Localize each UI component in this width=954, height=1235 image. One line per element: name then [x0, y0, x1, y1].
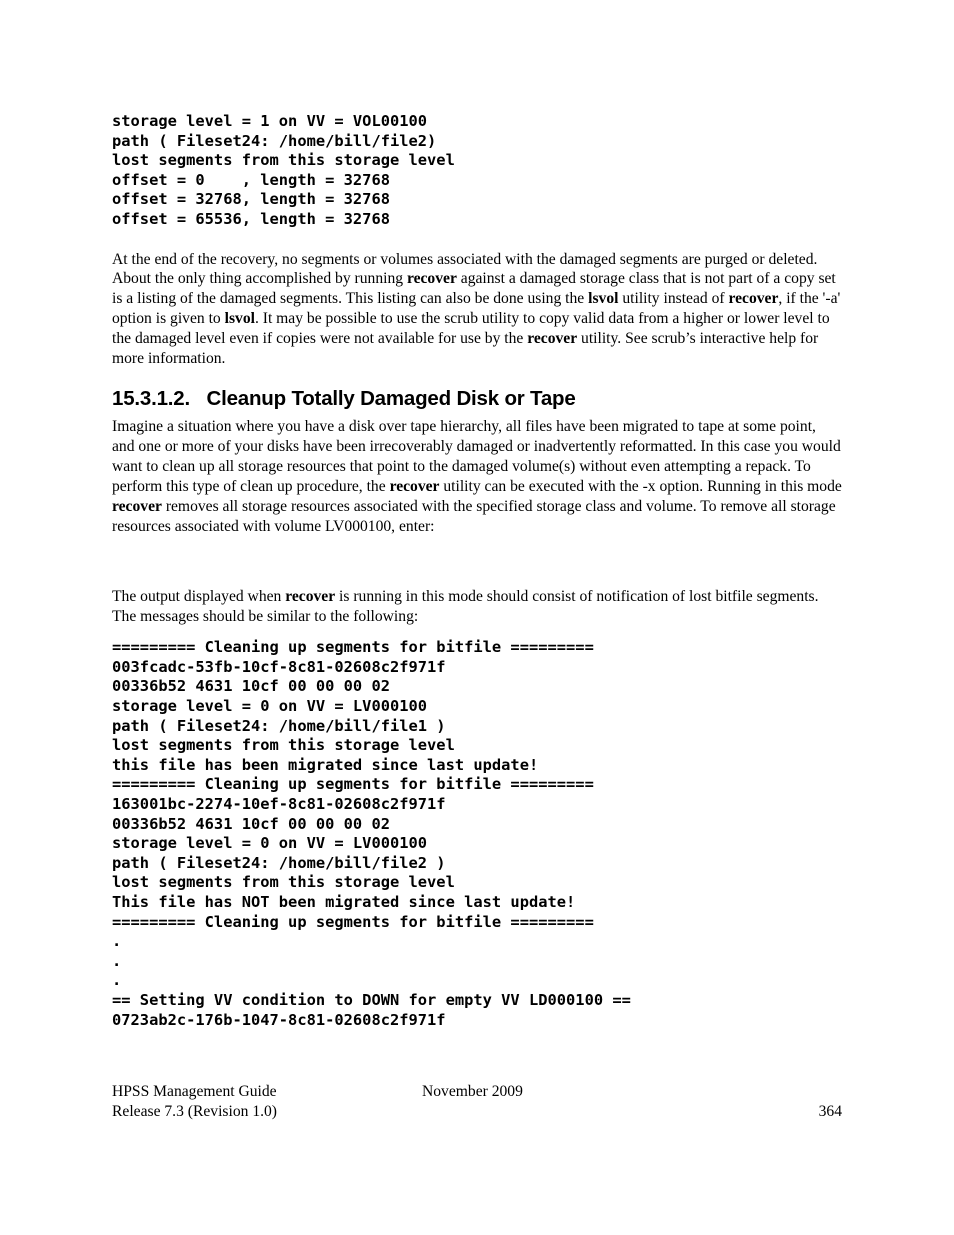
text-run: is running in this mode should consist of notification of lost bitfile segments. The messages should be similar to the following: [112, 588, 819, 626]
code-line: storage level = 0 on VV = LV000100 [112, 697, 428, 716]
code-line: path ( Fileset24: /home/bill/file2) [112, 131, 437, 150]
code-line: ========= Cleaning up segments for bitfile ========= [112, 912, 594, 931]
text-run: The output displayed when [112, 588, 286, 606]
text-run: Imagine a situation where you have a disk over tape hierarchy, all files have been migrated to tape at some point, and one or more of your disks have been irrecoverably damaged or inadvertently reformatted. In this case you would want to clean up all storage resources that point to the damaged volume(s) without even attempting a repack. To perform this type of clean up procedure, the [112, 418, 841, 495]
text-run: utility instead of [618, 290, 729, 308]
section-heading: 15.3.1.2. Cleanup Totally Damaged Disk or Tape [112, 387, 576, 410]
code-line: == Setting VV condition to DOWN for empty VV LD000100 == [112, 990, 631, 1009]
code-line: lost segments from this storage level [112, 873, 455, 892]
code-line: lost segments from this storage level [112, 151, 455, 170]
footer-date: November 2009 [422, 1083, 523, 1100]
text-run: utility. See scrub’s interactive help for more information. [112, 330, 819, 368]
code-line: ========= Cleaning up segments for bitfile ========= [112, 775, 594, 794]
code-line: storage level = 0 on VV = LV000100 [112, 834, 428, 853]
text-run: At the end of the recovery, no segments or volumes associated with the damaged segments are purged or deleted. About the only thing accomplished by running [112, 250, 818, 288]
command-name: recover [112, 497, 162, 515]
code-line: storage level = 1 on VV = VOL00100 [112, 112, 428, 130]
text-run: . It may be possible to use the scrub utility to copy valid data from a higher or lower level to the damaged level even if copies were not available for use by the [112, 310, 830, 348]
code-line: 003fcadc-53fb-10cf-8c81-02608c2f971f [112, 657, 446, 676]
code-line: 0723ab2c-176b-1047-8c81-02608c2f971f [112, 1010, 446, 1029]
code-line: offset = 0 , length = 32768 [112, 170, 390, 189]
command-name: recover [389, 477, 440, 495]
page-content [112, 112, 842, 1030]
code-block-recover-output [112, 112, 842, 230]
code-line: lost segments from this storage level [112, 736, 455, 755]
cleanup-paragraph [112, 417, 842, 536]
command-name: recover [406, 270, 457, 288]
command-name: recover [527, 330, 578, 348]
recovery-paragraph [112, 250, 842, 369]
code-line: 00336b52 4631 10cf 00 00 00 02 [112, 814, 390, 833]
page-footer [112, 1082, 842, 1122]
code-line: this file has been migrated since last update! [112, 755, 539, 774]
code-line: ========= Cleaning up segments for bitfile ========= [112, 638, 594, 657]
command-name: recover [728, 290, 779, 308]
output-paragraph [112, 587, 842, 627]
code-line: offset = 32768, length = 32768 [112, 190, 390, 209]
text-run: against a damaged storage class that is not part of a copy set is a listing of the damaged segments. This listing can also be done using the [112, 270, 836, 308]
code-line: . [112, 971, 122, 990]
code-line: path ( Fileset24: /home/bill/file2 ) [112, 853, 446, 872]
code-line: offset = 65536, length = 32768 [112, 209, 390, 228]
text-run: removes all storage resources associated with the specified storage class and volume. To remove all storage resources associated with volume LV000100, enter: [112, 497, 836, 535]
footer-release: Release 7.3 (Revision 1.0) [112, 1103, 277, 1120]
code-line: This file has NOT been migrated since last update! [112, 892, 576, 911]
page-number: 364 [818, 1103, 842, 1120]
code-line: 163001bc-2274-10ef-8c81-02608c2f971f [112, 795, 446, 813]
code-line: . [112, 951, 122, 970]
code-block-cleanup-output [112, 638, 842, 1030]
command-name: lsvol [588, 290, 619, 308]
command-name: lsvol [224, 310, 255, 328]
code-line: path ( Fileset24: /home/bill/file1 ) [112, 716, 446, 735]
code-line: 00336b52 4631 10cf 00 00 00 02 [112, 677, 390, 696]
text-run: utility can be executed with the -x option. Running in this mode [439, 477, 842, 495]
footer-guide-title: HPSS Management Guide [112, 1083, 277, 1100]
text-run: , if the '-a' option is given to [112, 290, 841, 328]
command-name: recover [285, 588, 336, 606]
code-line: . [112, 932, 122, 951]
